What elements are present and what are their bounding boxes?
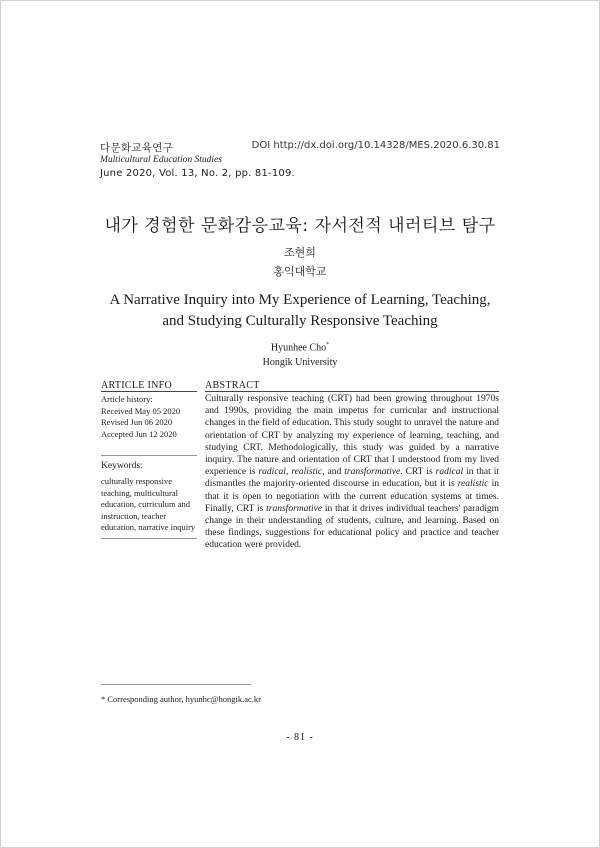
journal-title-english: Multicultural Education Studies xyxy=(100,155,222,165)
abstract-body xyxy=(205,393,499,552)
affiliation-korean: 홍익대학교 xyxy=(273,265,327,278)
revised-date: Revised Jun 06 2020 xyxy=(101,417,173,427)
author-name: Hyunhee Cho xyxy=(270,342,327,354)
title-korean: 내가 경험한 문화감응교육: 자서전적 내러티브 탐구 xyxy=(104,216,496,236)
article-info-heading: ARTICLE INFO xyxy=(101,380,173,391)
footnote-corresponding-author: * Corresponding author, hyunhc@hongik.ac.kr xyxy=(101,694,261,704)
abstract-text: , xyxy=(285,467,292,478)
keywords-line: instruction, teacher xyxy=(101,510,167,521)
abstract-rule xyxy=(205,391,499,392)
footnote-rule xyxy=(101,684,251,685)
keywords-line: education, narrative inquiry xyxy=(101,522,196,532)
keywords-heading: Keywords: xyxy=(101,461,143,471)
affiliation-english: Hongik University xyxy=(262,357,338,368)
abstract-text: in that it is open to negotiation with the current education systems at times. Finally, CRT is xyxy=(205,479,499,514)
abstract-term-transformative: transformative xyxy=(344,467,401,478)
keywords-divider xyxy=(101,538,197,539)
abstract-term-transformative: transformative xyxy=(266,503,323,514)
history-label: Article history: xyxy=(101,394,153,404)
abstract-text: in that it dismantles the majority-oriented discourse in education, but it is xyxy=(205,467,500,490)
abstract-term-realistic: realistic xyxy=(457,479,489,490)
doi-link[interactable]: DOI http://dx.doi.org/10.14328/MES.2020.6.30.81 xyxy=(251,140,500,151)
journal-volume-info: June 2020, Vol. 13, No. 2, pp. 81-109. xyxy=(100,168,295,179)
page-number: - 81 - xyxy=(286,732,314,743)
keywords-line: education, curriculum and xyxy=(101,499,190,509)
title-english xyxy=(0,290,600,332)
abstract-term-realistic: realistic xyxy=(291,467,323,478)
history-divider xyxy=(101,455,197,456)
abstract-text: . CRT is xyxy=(400,467,436,478)
title-english-line-2: and Studying Culturally Responsive Teaching xyxy=(162,313,438,329)
author-korean: 조현희 xyxy=(284,246,316,259)
keywords-line: culturally responsive xyxy=(101,476,173,486)
author-english xyxy=(0,342,600,353)
abstract-term-radical: radical xyxy=(258,467,286,478)
abstract-text: in that it drives individual teachers' paradigm change in their understanding of students, culture, and learning. Based on these findings, suggestions for educational policy and practice and teacher education were provided. xyxy=(205,503,500,551)
received-date: Received May 05 2020 xyxy=(101,405,181,416)
abstract-text: , and xyxy=(322,467,345,478)
corresponding-author-mark: * xyxy=(326,342,330,348)
article-history xyxy=(101,394,201,440)
keywords-line: teaching, multicultural xyxy=(101,487,178,498)
abstract-text: Culturally responsive teaching (CRT) had been growing throughout 1970s and 1990s, providing the main impetus for curricular and instructional changes in the field of education. This study sought to unravel the nature and orientation of CRT by analyzing my experience of learning, teaching, and studying CRT. Methodologically, this study was guided by a narrative inquiry. The nature and orientation of CRT that I understood from my lived experience is xyxy=(205,394,499,478)
accepted-date: Accepted Jun 12 2020 xyxy=(101,428,177,439)
journal-title-korean: 다문화교육연구 xyxy=(100,142,174,154)
abstract-term-radical: radical xyxy=(435,467,464,478)
abstract-heading: ABSTRACT xyxy=(205,380,260,391)
title-english-line-1: A Narrative Inquiry into My Experience of Learning, Teaching, xyxy=(109,292,491,308)
article-info-rule xyxy=(101,391,197,392)
keywords-list xyxy=(101,476,201,534)
